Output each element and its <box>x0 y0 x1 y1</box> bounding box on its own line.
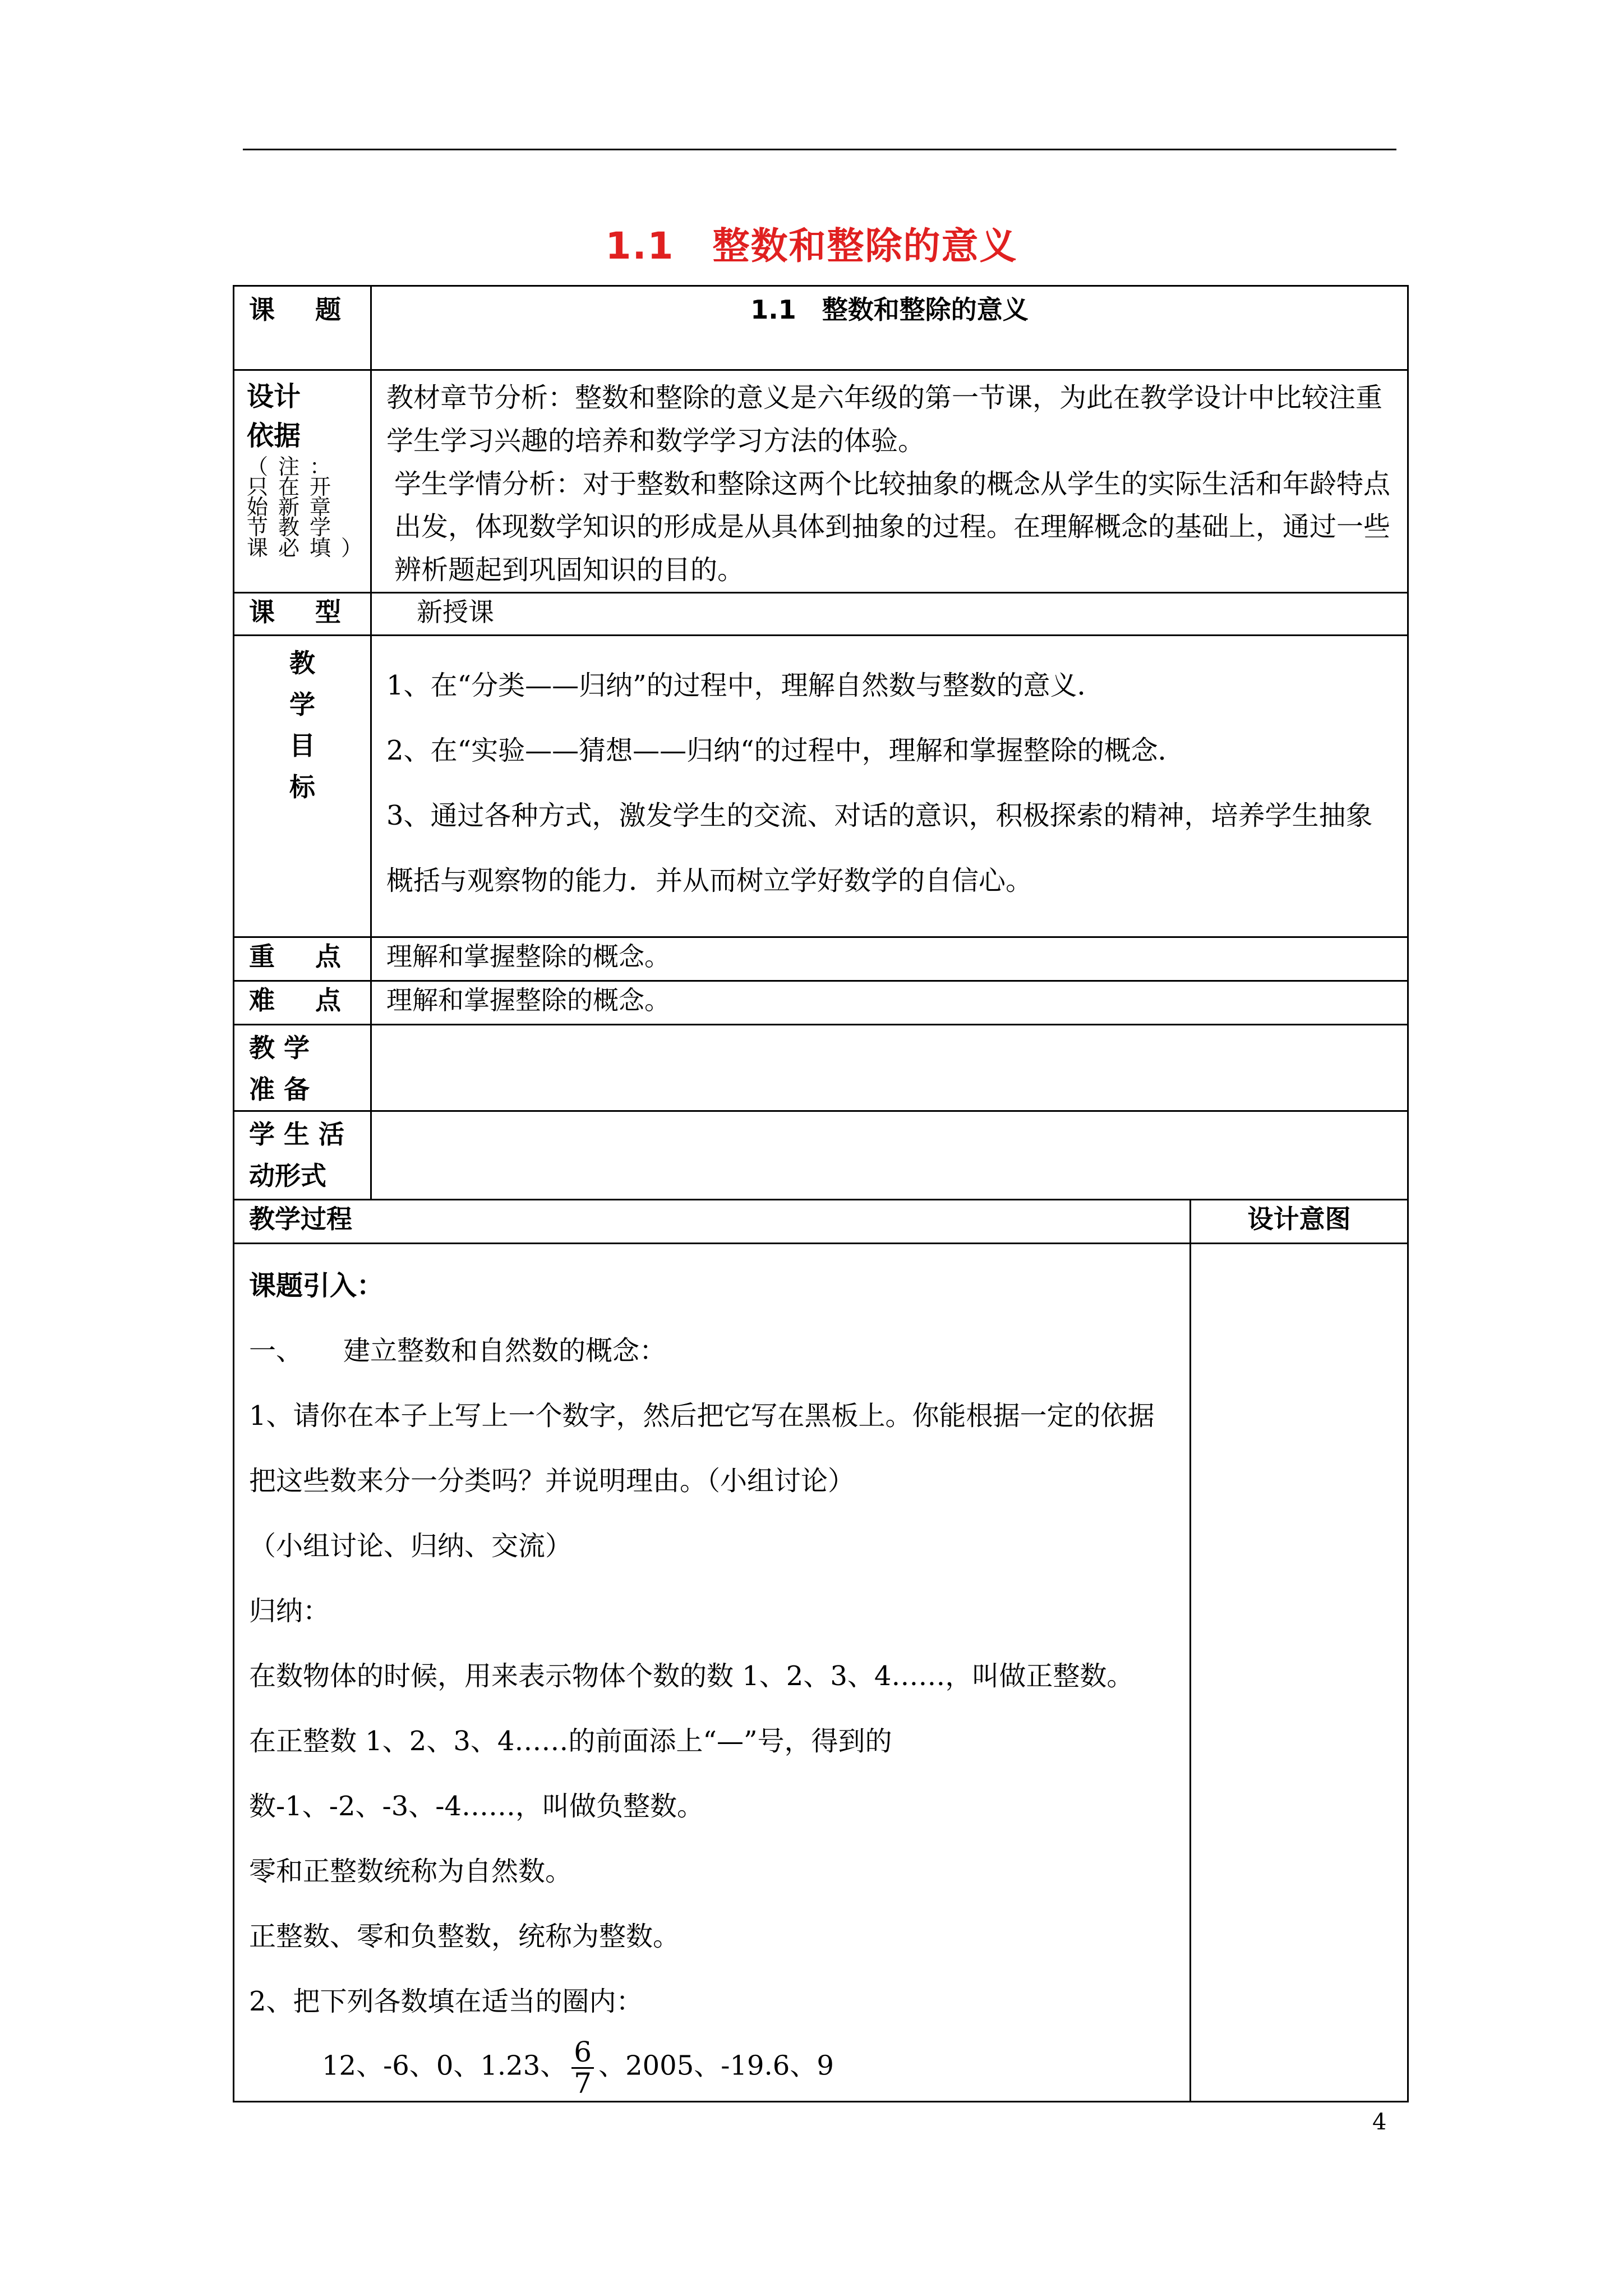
difficulty-label: 难 点 <box>234 981 371 1024</box>
prep-label <box>234 1024 371 1111</box>
numbers-after-fraction: 、2005、-19.6、9 <box>598 2050 834 2082</box>
integer-definition: 正整数、零和负整数，统称为整数。 <box>249 1921 680 1953</box>
row-process-header <box>234 1200 1408 1244</box>
row-lesson-type <box>234 592 1408 635</box>
design-basis-note: （注：只在开始新章节教学课必填） <box>247 454 373 560</box>
goals-label <box>234 635 371 937</box>
activity-label <box>234 1111 371 1200</box>
design-basis-label-2: 依据 <box>247 420 301 452</box>
goals-content <box>371 635 1408 937</box>
summary-label: 归纳： <box>249 1595 330 1627</box>
design-basis-label-cell <box>234 370 371 593</box>
goals-label-char-1: 教 <box>289 647 315 678</box>
document-title: 1.1 整数和整除的意义 <box>605 224 1018 268</box>
goals-label-char-4: 标 <box>289 771 315 802</box>
row-goals <box>234 635 1408 937</box>
design-intent-cell <box>1191 1244 1408 2102</box>
row-prep <box>234 1024 1408 1111</box>
question-2: 2、把下列各数填在适当的圈内： <box>249 1986 643 2018</box>
section-1-heading: 一、 建立整数和自然数的概念： <box>249 1335 667 1367</box>
positive-integer-definition: 在数物体的时候，用来表示物体个数的数 1、2、3、4……，叫做正整数。 <box>249 1660 1134 1692</box>
fraction <box>571 2037 594 2098</box>
page-number: 4 <box>1372 2109 1387 2135</box>
row-design-basis <box>234 370 1408 593</box>
row-difficulty <box>234 981 1408 1024</box>
row-topic <box>234 286 1408 370</box>
goals-label-char-3: 目 <box>289 730 315 761</box>
natural-number-definition: 零和正整数统称为自然数。 <box>249 1856 573 1888</box>
design-basis-content <box>371 370 1408 593</box>
activity-label-1: 学 生 活 <box>249 1119 345 1150</box>
prep-label-2: 准 备 <box>249 1074 310 1105</box>
row-process-body <box>234 1244 1408 2102</box>
row-key-point <box>234 937 1408 981</box>
negative-integer-definition: 在正整数 1、2、3、4……的前面添上“—”号，得到的数-1、-2、-3、-4……，叫做负整数。 <box>249 1726 892 1823</box>
prep-label-1: 教 学 <box>249 1032 310 1063</box>
design-basis-label-1: 设计 <box>247 381 301 412</box>
discussion-note: （小组讨论、归纳、交流） <box>249 1530 573 1562</box>
activity-label-2: 动形式 <box>249 1160 326 1191</box>
header-rule <box>243 149 1396 150</box>
process-header-right: 设计意图 <box>1191 1200 1408 1244</box>
process-content <box>234 1244 1191 2102</box>
fraction-denominator: 7 <box>574 2067 592 2100</box>
lesson-type-label: 课 型 <box>234 592 371 635</box>
prep-value <box>371 1024 1408 1111</box>
key-point-value: 理解和掌握整除的概念。 <box>371 937 1408 981</box>
intro-heading: 课题引入： <box>249 1270 384 1302</box>
textbook-analysis: 教材章节分析：整数和整除的意义是六年级的第一节课，为此在教学设计中比较注重学生学习兴趣的培养和数学学习方法的体验。 <box>386 382 1383 457</box>
goal-item-2: 2、在“实验——猜想——归纳“的过程中，理解和掌握整除的概念． <box>386 734 1185 766</box>
number-list <box>249 2037 1176 2098</box>
question-1: 1、请你在本子上写上一个数字，然后把它写在黑板上。你能根据一定的依据把这些数来分一分类吗？并说明理由。（小组讨论） <box>249 1400 1155 1497</box>
key-point-label: 重 点 <box>234 937 371 981</box>
difficulty-value: 理解和掌握整除的概念。 <box>371 981 1408 1024</box>
topic-label: 课 题 <box>234 286 371 370</box>
lesson-type-value: 新授课 <box>371 592 1408 635</box>
fraction-numerator: 6 <box>571 2037 594 2069</box>
numbers-before-fraction: 12、-6、0、1.23、 <box>322 2050 568 2082</box>
student-analysis: 学生学情分析：对于整数和整除这两个比较抽象的概念从学生的实际生活和年龄特点出发，体现数学知识的形成是从具体到抽象的过程。在理解概念的基础上，通过一些辨析题起到巩固知识的目的。 <box>394 468 1391 586</box>
process-header-left: 教学过程 <box>234 1200 1191 1244</box>
row-activity <box>234 1111 1408 1200</box>
activity-value <box>371 1111 1408 1200</box>
lesson-plan-table <box>233 285 1409 2102</box>
goals-label-char-2: 学 <box>289 689 315 720</box>
goal-item-3: 3、通过各种方式，激发学生的交流、对话的意识，积极探索的精神，培养学生抽象概括与观察物的能力．并从而树立学好数学的自信心。 <box>386 799 1373 896</box>
topic-value: 1.1 整数和整除的意义 <box>371 286 1408 370</box>
goal-item-1: 1、在“分类——归纳”的过程中，理解自然数与整数的意义． <box>386 669 1104 701</box>
